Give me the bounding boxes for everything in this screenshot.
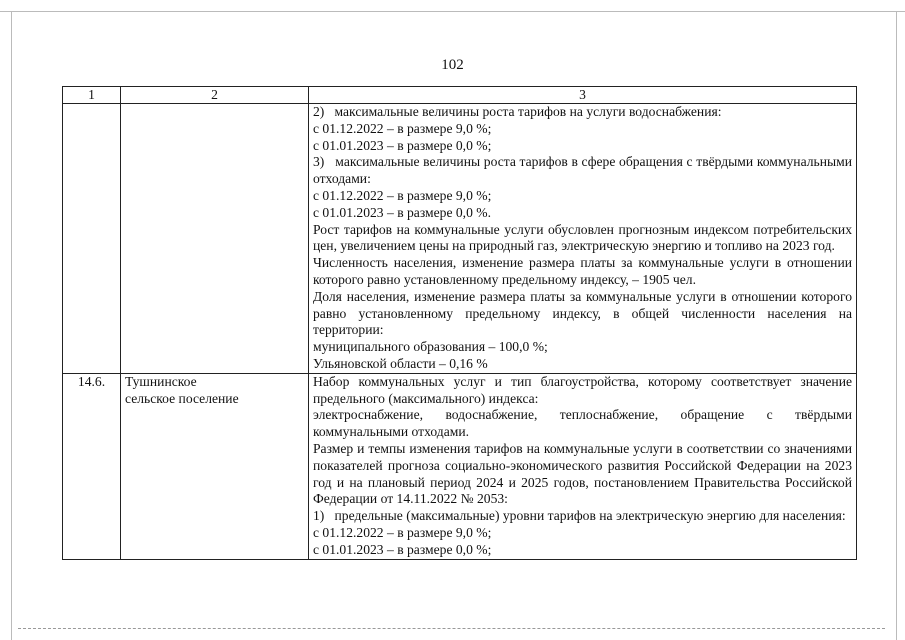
row2-number-cell: 14.6. — [63, 373, 121, 559]
settlement-name-line-1: Тушнинское — [125, 373, 197, 389]
table-row — [63, 104, 857, 374]
scan-border-left — [11, 11, 12, 640]
scan-border-right — [896, 11, 897, 640]
paragraph: 2) максимальные величины роста тарифов на услуги водоснабжения: — [313, 104, 722, 119]
table-row — [63, 373, 857, 559]
header-col-1: 1 — [63, 87, 121, 104]
row2-content-cell — [309, 373, 857, 559]
header-col-3: 3 — [309, 87, 857, 104]
row1-number-cell — [63, 104, 121, 374]
document-table — [62, 86, 857, 560]
table-header-row — [63, 87, 857, 104]
paragraph: с 01.01.2023 – в размере 0,0 %; — [313, 137, 492, 153]
paragraph: электроснабжение, водоснабжение, теплоснабжение, обращение с твёрдыми коммунальными отходами. — [313, 407, 852, 440]
paragraph: Рост тарифов на коммунальные услуги обусловлен прогнозным индексом потребительских цен, увеличением цены на природный газ, электрическую энергию и топливо на 2023 год. — [313, 221, 852, 254]
header-col-2: 2 — [121, 87, 309, 104]
paragraph: с 01.12.2022 – в размере 9,0 %; — [313, 187, 492, 203]
settlement-name-line-2: сельское поселение — [125, 390, 239, 406]
paragraph: с 01.12.2022 – в размере 9,0 %; — [313, 524, 492, 540]
paragraph: муниципального образования – 100,0 %; — [313, 339, 548, 355]
paragraph: Размер и темпы изменения тарифов на коммунальные услуги в соответствии со значениями показателей прогноза социально-экономического развития Российской Федерации на 2023 год и на плановый период 2024 и 2025 годов, постановлением Правительства Российской Федерации от 14.11.2022 № 2053: — [313, 440, 852, 507]
paragraph: 1) предельные (максимальные) уровни тарифов на электрическую энергию для населения: — [313, 508, 846, 524]
paragraph: с 01.12.2022 – в размере 9,0 %; — [313, 120, 492, 136]
paragraph: Доля населения, изменение размера платы за коммунальные услуги в отношении которого равно установленному предельному индексу, в общей численности населения на территории: — [313, 288, 852, 338]
page-number: 102 — [441, 57, 464, 73]
paragraph: 3) максимальные величины роста тарифов в сфере обращения с твёрдыми коммунальными отходами: — [313, 154, 852, 187]
row1-name-cell — [121, 104, 309, 374]
scan-bottom-edge — [18, 628, 885, 631]
paragraph: Ульяновской области – 0,16 % — [313, 355, 488, 371]
scan-border-top — [0, 11, 905, 12]
row1-content-cell — [309, 104, 857, 374]
row2-name-cell — [121, 373, 309, 559]
paragraph: с 01.01.2023 – в размере 0,0 %; — [313, 541, 492, 557]
paragraph: с 01.01.2023 – в размере 0,0 %. — [313, 204, 491, 220]
paragraph: Численность населения, изменение размера платы за коммунальные услуги в отношении которого равно установленному предельному индексу, – 1905 чел. — [313, 255, 852, 287]
paragraph: Набор коммунальных услуг и тип благоустройства, которому соответствует значение предельного (максимального) индекса: — [313, 373, 852, 406]
